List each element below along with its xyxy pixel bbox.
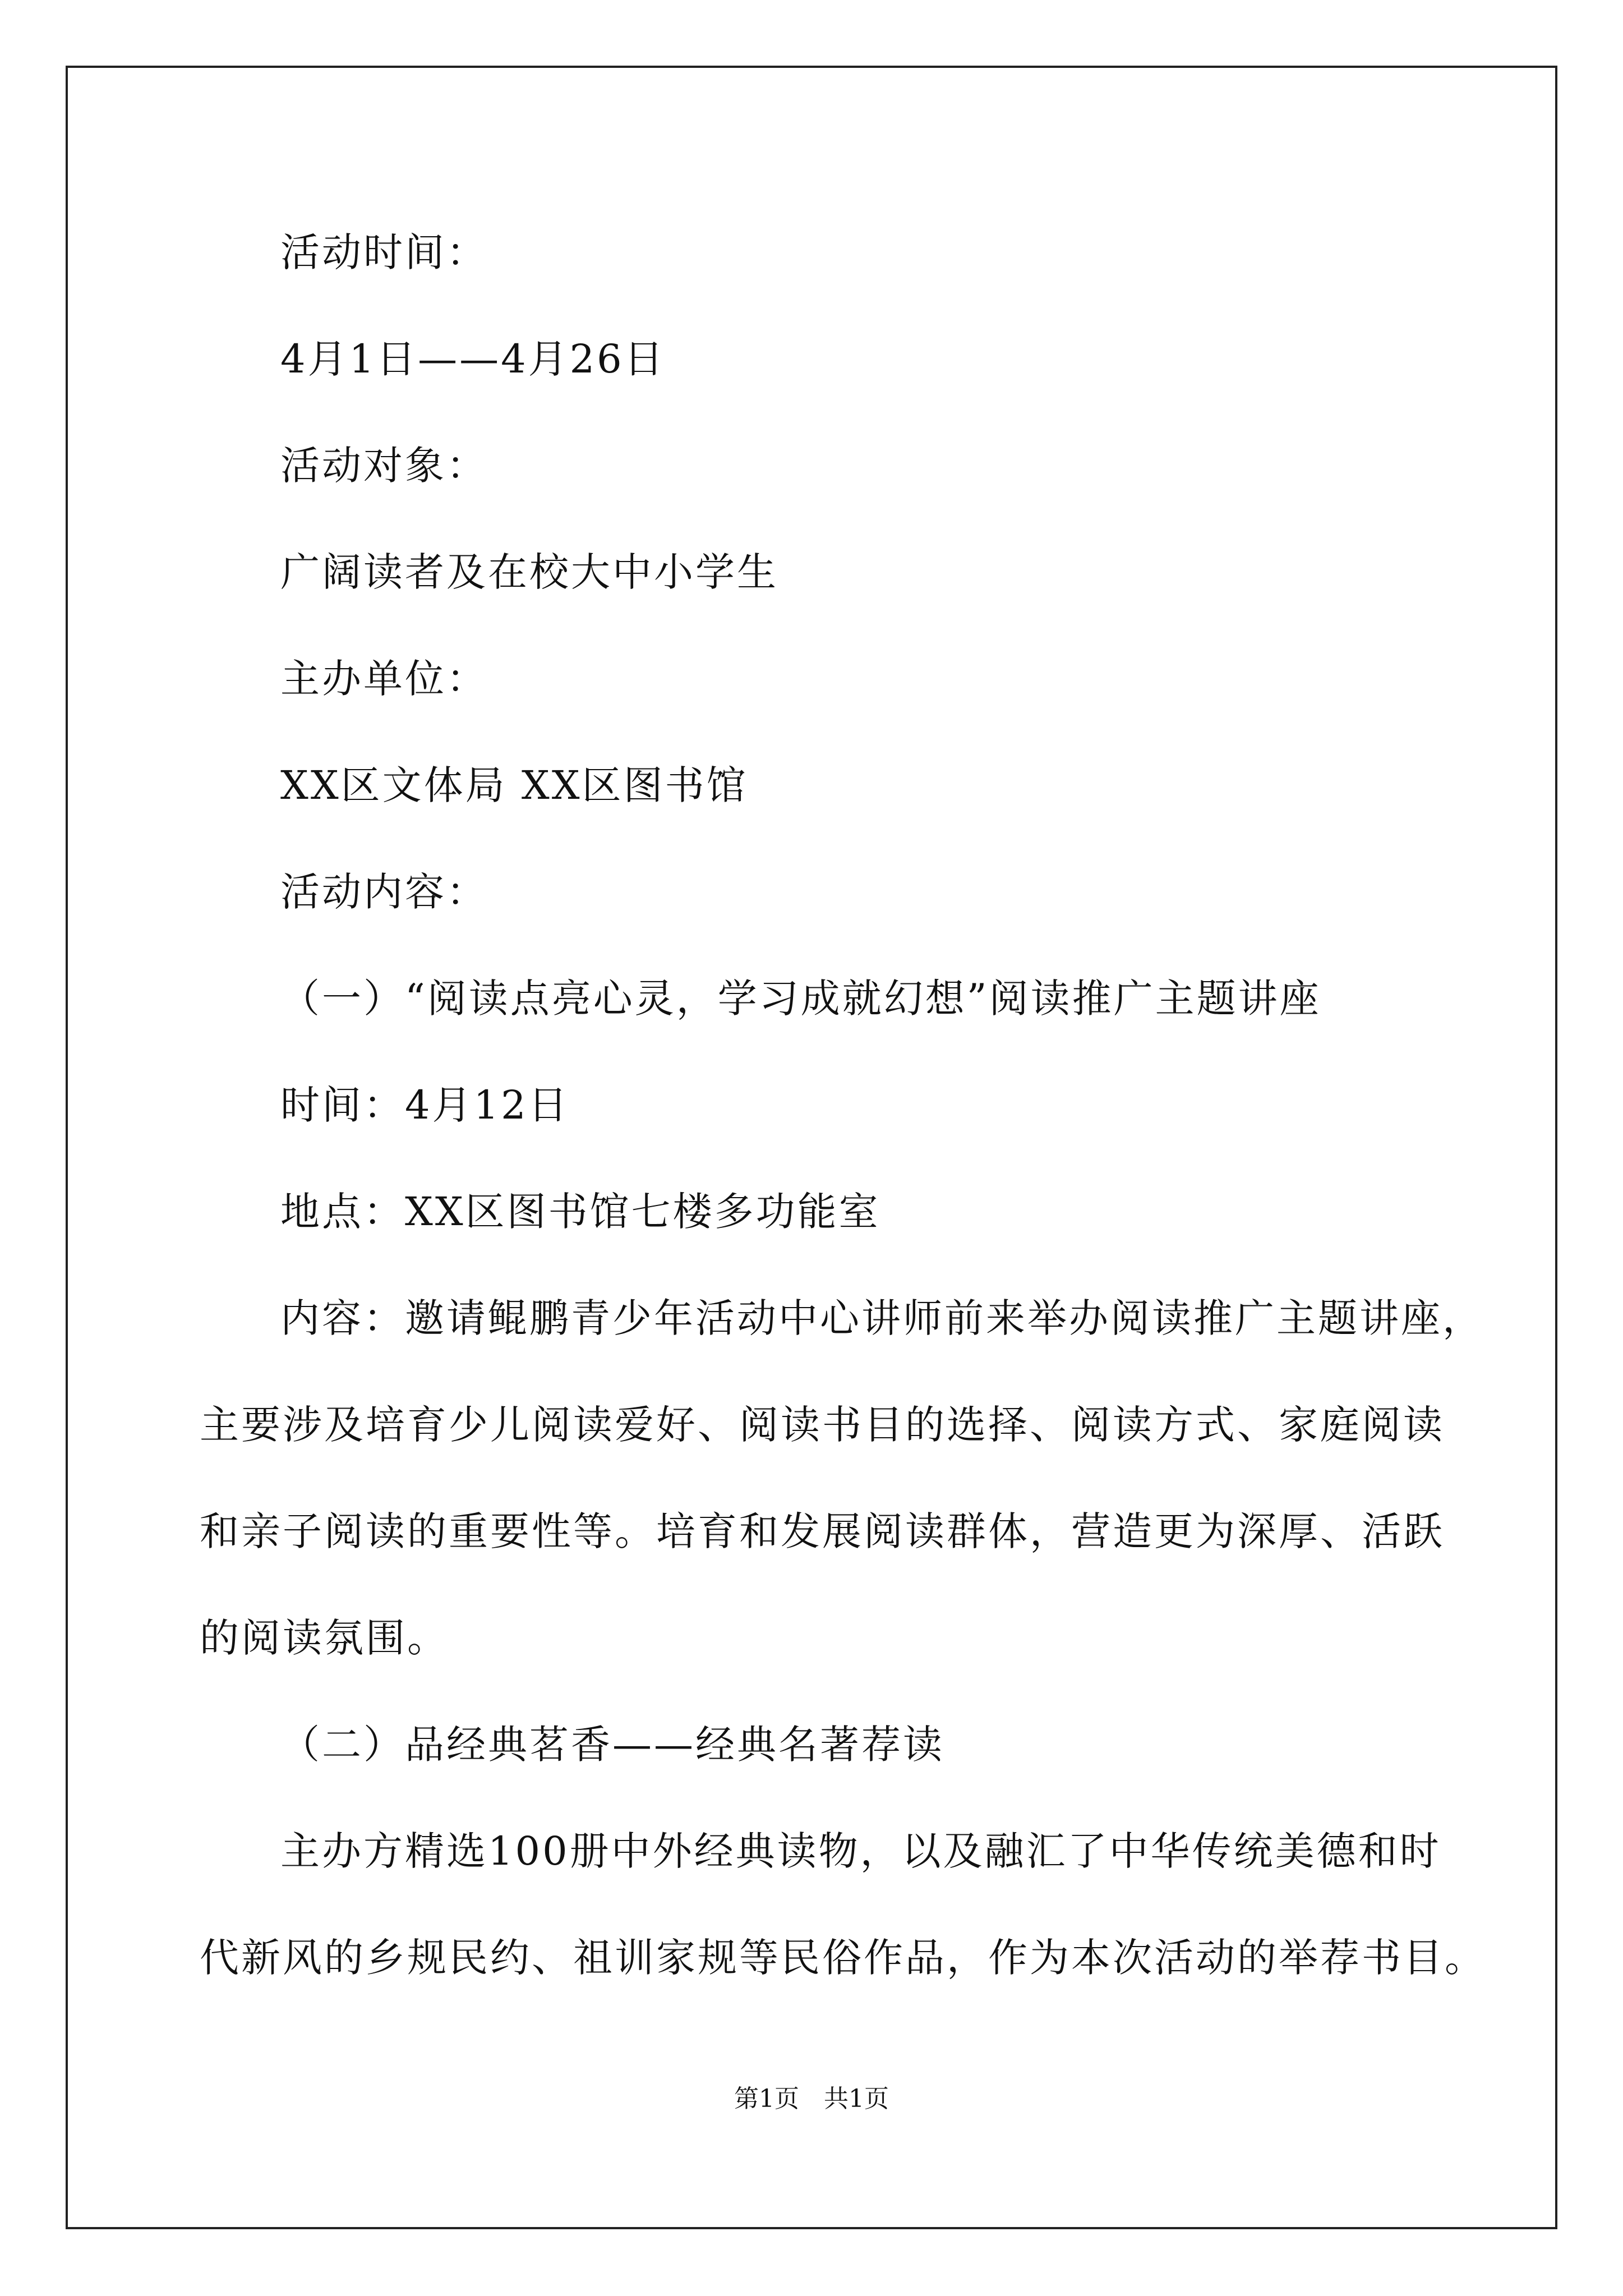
page-footer [0, 2082, 1623, 2116]
heading-activity-time: 活动时间： [280, 229, 488, 275]
heading-organizer: 主办单位： [280, 656, 488, 702]
section-one-content-line: 主要涉及培育少儿阅读爱好、阅读书目的选择、阅读方式、家庭阅读 [200, 1402, 1445, 1448]
section-one-location: 地点：XX区图书馆七楼多功能室 [280, 1189, 880, 1235]
section-one-time: 时间：4月12日 [280, 1082, 570, 1128]
page-number: 第1页 [734, 2085, 799, 2113]
section-one-content-line: 内容：邀请鲲鹏青少年活动中心讲师前来举办阅读推广主题讲座， [280, 1295, 1484, 1341]
organizer-value: XX区文体局 XX区图书馆 [280, 762, 748, 808]
section-two-content-line: 代新风的乡规民约、祖训家规等民俗作品，作为本次活动的举荐书目。 [200, 1935, 1486, 1981]
section-one-content-line: 和亲子阅读的重要性等。培育和发展阅读群体，营造更为深厚、活跃 [200, 1508, 1445, 1554]
activity-audience-value: 广阔读者及在校大中小学生 [280, 549, 778, 595]
heading-activity-audience: 活动对象： [280, 443, 488, 489]
heading-activity-content: 活动内容： [280, 869, 488, 915]
section-two-content-line: 主办方精选100册中外经典读物，以及融汇了中华传统美德和时 [280, 1828, 1441, 1874]
page-total: 共1页 [824, 2085, 889, 2113]
activity-time-value: 4月1日——4月26日 [280, 336, 666, 382]
section-two-title: （二）品经典茗香——经典名著荐读 [280, 1722, 944, 1768]
section-one-content-line: 的阅读氛围。 [200, 1615, 449, 1661]
section-one-title: （一）“阅读点亮心灵，学习成就幻想”阅读推广主题讲座 [280, 976, 1321, 1022]
